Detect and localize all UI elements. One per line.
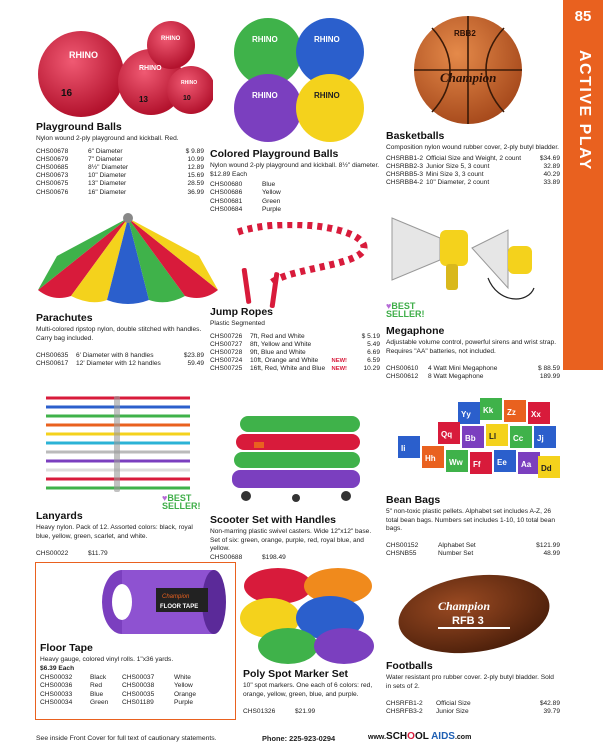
svg-text:Aa: Aa <box>521 460 532 469</box>
product-subtitle: Plastic Segmented <box>210 320 265 327</box>
tape-brand: Champion <box>162 594 190 600</box>
svg-text:Zz: Zz <box>507 408 516 417</box>
best-seller-badge: ♥BEST SELLER! <box>386 301 425 320</box>
svg-text:Ff: Ff <box>473 460 481 469</box>
ball-label: 16 <box>61 88 73 99</box>
price-list <box>386 365 560 381</box>
price-row: CHSRBB2-3 Junior Size 5, 3 count 32.89 <box>386 162 560 170</box>
product-desc: Nylon wound 2-ply playground and kickball. Red. <box>36 135 179 142</box>
price-list <box>210 181 380 214</box>
lanyards-section <box>36 510 204 558</box>
product-title: Lanyards <box>36 510 83 522</box>
product-desc: Non-marring plastic swivel casters. Wide 12"x12" base. Set of six: green, orange, purple, red, royal blue, and yellow. <box>210 528 372 553</box>
price-row: CHS00684 Purple <box>210 205 282 213</box>
product-title: Basketballs <box>386 130 445 142</box>
basketball-image <box>412 14 524 126</box>
price-row: CHS00681 Green <box>210 197 281 205</box>
playground-balls-image <box>33 18 213 118</box>
price-row: CHS00679 7" Diameter 10.99 <box>36 155 204 163</box>
parachute-image <box>33 210 223 310</box>
price-list <box>386 700 560 716</box>
price-row: CHSRBB4-2 10" Diameter, 2 count 33.89 <box>386 179 560 187</box>
product-desc: Nylon wound 2-ply playground and kickball. 8½" diameter. $12.89 Each <box>210 162 380 178</box>
price-row: CHSRFB3-2 Junior Size 39.79 <box>386 708 560 716</box>
svg-text:Kk: Kk <box>483 406 494 415</box>
price-row: CHS00680 Blue <box>210 181 276 189</box>
price-row: CHS00032 Black CHS00037 White <box>40 674 191 682</box>
product-title: Poly Spot Marker Set <box>243 668 349 680</box>
price-row: CHS00610 4 Watt Mini Megaphone $ 88.59 <box>386 365 560 372</box>
ball-label: Champion <box>438 599 491 613</box>
price-row: CHS00612 8 Watt Megaphone 189.99 <box>386 373 560 381</box>
footer-phone: Phone: 225-923-0294 <box>262 734 336 743</box>
price-row: CHS00688 $198.49 <box>210 554 286 561</box>
svg-text:Ll: Ll <box>489 432 497 441</box>
price-row: CHS00034 Green CHS01189 Purple <box>40 698 194 706</box>
svg-text:Xx: Xx <box>531 410 541 419</box>
colored-balls-image <box>226 14 376 142</box>
product-desc: Water resistant pro rubber cover. 2-ply butyl bladder. Sold in sets of 2. <box>386 674 554 690</box>
price-row: CHS00676 16" Diameter 36.99 <box>36 188 204 196</box>
price-row: CHSRBB1-2 Official Size and Weight, 2 count $34.69 <box>386 154 560 162</box>
price-each: $6.39 Each <box>40 664 75 672</box>
price-row: CHS00685 8½" Diameter 12.89 <box>36 164 204 171</box>
colored-balls-section <box>210 148 380 214</box>
megaphone-section <box>386 325 560 381</box>
parachutes-section <box>36 312 204 368</box>
poly-spots-image <box>240 566 380 666</box>
scooter-image <box>226 410 376 506</box>
price-row: CHS00727 8ft, Yellow and White 5.49 <box>210 340 380 348</box>
product-title: Playground Balls <box>36 121 122 133</box>
price-row: CHS00728 9ft, Blue and White 6.69 <box>210 349 380 356</box>
svg-text:Bb: Bb <box>465 434 476 443</box>
price-row: CHSRFB1-2 Official Size $42.89 <box>386 700 560 707</box>
product-desc: Heavy nylon. Pack of 12. Assorted colors: black, royal blue, yellow, green, scarlet, and white. <box>36 524 193 540</box>
price-row: CHS00726 7ft, Red and White $ 5.19 <box>210 332 380 340</box>
lanyards-image <box>40 392 200 500</box>
best-seller-badge: ♥BEST SELLER! <box>162 493 201 512</box>
price-list <box>386 155 560 188</box>
product-title: Footballs <box>386 660 433 672</box>
heart-icon: ♥ <box>162 493 168 503</box>
price-list <box>386 542 560 558</box>
product-desc: 5" non-toxic plastic pellets. Alphabet set includes A-Z, 26 total bean bags. Numbers set includes 1-10, 10 total bean bags. <box>386 508 555 533</box>
basketballs-section <box>386 130 560 187</box>
product-title: Bean Bags <box>386 494 441 506</box>
price-row: CHS00036 Red CHS00038 Yellow <box>40 682 193 690</box>
product-desc: Multi-colored ripstop nylon, double stitched with handles. Carry bag included. <box>36 326 202 342</box>
svg-text:Ww: Ww <box>449 458 463 467</box>
footer-note: See inside Front Cover for full text of cautionary statements. <box>36 735 217 742</box>
price-row: CHS00022 $11.79 <box>36 550 108 557</box>
product-title: Floor Tape <box>40 642 93 654</box>
price-list <box>36 148 204 197</box>
football-image <box>394 570 554 656</box>
jump-ropes-section <box>210 306 380 374</box>
footer-logo[interactable]: www.SCHOOL AIDS.com <box>368 731 472 742</box>
scooter-section <box>210 514 380 562</box>
price-row: CHS00675 13" Diameter 28.59 <box>36 180 204 188</box>
price-list <box>36 550 204 558</box>
ball-label: RFB 3 <box>452 615 484 627</box>
playground-balls-section <box>36 121 204 197</box>
poly-spot-section <box>243 668 381 716</box>
ball-label: Champion <box>440 70 497 85</box>
price-row: CHSNB55 Number Set 48.99 <box>386 550 560 558</box>
bean-bags-section <box>386 494 560 558</box>
svg-text:Hh: Hh <box>425 454 436 463</box>
product-title: Parachutes <box>36 312 93 324</box>
section-tab <box>563 0 603 370</box>
price-row: CHS00673 10" Diameter 15.69 <box>36 172 204 180</box>
ball-label: RHINO <box>252 35 278 44</box>
price-row: CHS00635 6' Diameter with 8 handles $23.89 <box>36 352 204 359</box>
product-title: Megaphone <box>386 325 445 337</box>
svg-text:Jj: Jj <box>537 434 544 443</box>
price-row: CHS00617 12' Diameter with 12 handles 59.49 <box>36 360 204 368</box>
floor-tape-image <box>96 566 226 638</box>
svg-text:Ii: Ii <box>401 444 406 453</box>
floor-tape-section <box>40 642 230 707</box>
tape-label: FLOOR TAPE <box>160 604 199 610</box>
megaphone-image <box>388 208 538 308</box>
product-title: Jump Ropes <box>210 306 274 318</box>
product-desc: Heavy gauge, colored vinyl rolls. 1"x36 yards. <box>40 656 174 663</box>
ball-label: RBB2 <box>454 29 476 38</box>
ball-label: 10 <box>183 95 191 102</box>
svg-text:Cc: Cc <box>513 434 524 443</box>
price-row: CHSRBB5-3 Mini Size 3, 3 count 40.29 <box>386 171 560 178</box>
price-list <box>210 333 380 374</box>
price-row: CHS00678 6" Diameter $ 9.89 <box>36 147 204 155</box>
footballs-section <box>386 660 560 716</box>
svg-text:Ee: Ee <box>497 458 507 467</box>
bean-bags-image <box>388 396 564 492</box>
price-row: CHS01326 $21.99 <box>243 708 316 715</box>
price-list <box>210 554 380 562</box>
heart-icon: ♥ <box>386 301 392 311</box>
price-row: CHS00033 Blue CHS00035 Orange <box>40 690 196 698</box>
product-desc: 10" spot markers. One each of 6 colors: red, orange, yellow, green, blue, and purple. <box>243 682 373 698</box>
product-desc: Composition nylon wound rubber cover, 2-ply butyl bladder. <box>386 144 560 151</box>
product-title: Colored Playground Balls <box>210 148 339 160</box>
section-tab-label: ACTIVE PLAY <box>576 50 593 171</box>
ball-label: RHINO <box>139 65 162 72</box>
price-list <box>36 352 204 368</box>
product-desc: Adjustable volume control, powerful sirens and wrist strap. Requires "AA" batteries, not included. <box>386 339 557 355</box>
ball-label: RHINO <box>69 50 98 60</box>
svg-text:Yy: Yy <box>461 410 471 419</box>
price-list <box>40 674 230 707</box>
svg-text:Qq: Qq <box>441 430 453 439</box>
ball-label: 13 <box>139 95 148 104</box>
page-number: 85 <box>574 8 592 25</box>
ball-label: RHINO <box>252 91 278 100</box>
ball-label: RHINO <box>181 80 198 86</box>
svg-text:Dd: Dd <box>541 464 552 473</box>
jump-rope-image <box>226 222 376 312</box>
price-row: CHS00724 10ft, Orange and White NEW! 6.59 <box>210 357 380 365</box>
ball-label: RHINO <box>314 91 340 100</box>
price-row: CHS00725 16ft, Red, White and Blue NEW! 10.29 <box>210 365 380 373</box>
price-list <box>243 708 381 716</box>
ball-label: RHINO <box>161 36 181 42</box>
ball-label: RHINO <box>314 35 340 44</box>
price-row: CHS00152 Alphabet Set $121.99 <box>386 542 560 549</box>
price-row: CHS00686 Yellow <box>210 189 281 197</box>
product-title: Scooter Set with Handles <box>210 514 337 526</box>
